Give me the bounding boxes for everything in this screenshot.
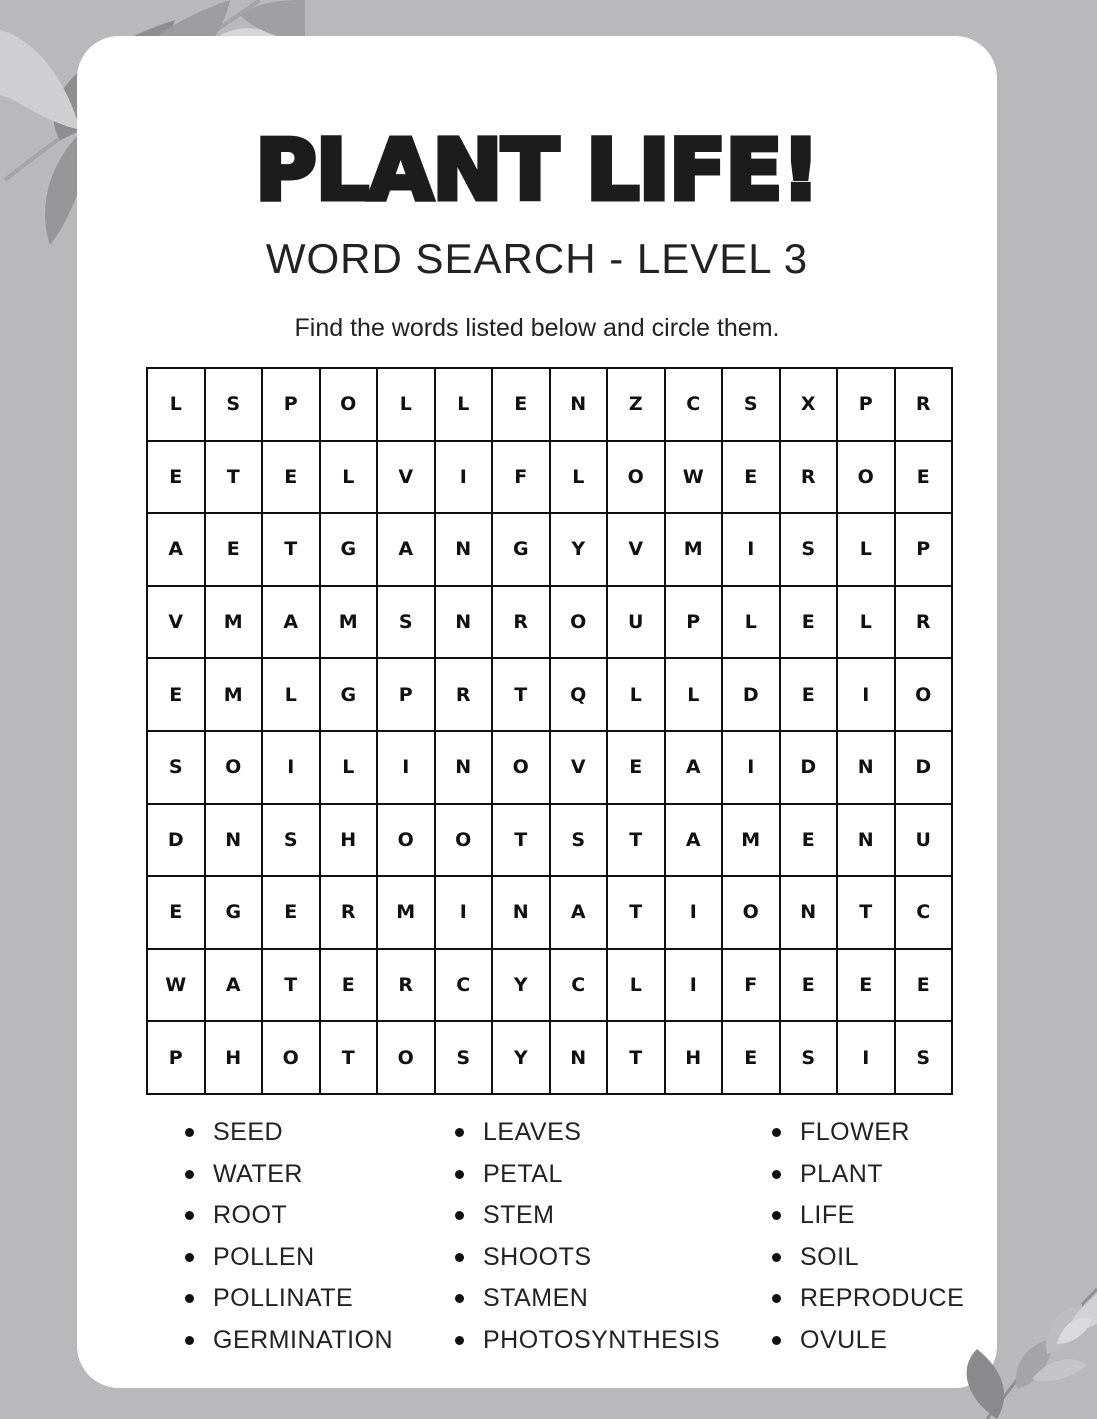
grid-cell: S (550, 804, 608, 877)
bullet-icon (455, 1211, 464, 1220)
grid-cell: M (205, 586, 263, 659)
grid-cell: N (205, 804, 263, 877)
bullet-icon (772, 1253, 781, 1262)
word-label: OVULE (800, 1325, 888, 1354)
grid-cell: E (147, 441, 205, 514)
grid-cell: S (205, 368, 263, 441)
grid-cell: S (780, 1021, 838, 1094)
grid-cell: N (837, 804, 895, 877)
grid-cell: I (722, 513, 780, 586)
grid-cell: A (262, 586, 320, 659)
grid-cell: T (262, 949, 320, 1022)
grid-cell: E (837, 949, 895, 1022)
grid-cell: A (147, 513, 205, 586)
word-label: SEED (213, 1118, 284, 1146)
grid-cell: L (262, 658, 320, 731)
grid-cell: L (147, 368, 205, 441)
word-list-column-1 (185, 1116, 393, 1366)
grid-cell: P (377, 658, 435, 731)
grid-cell: T (205, 441, 263, 514)
grid-cell: V (550, 731, 608, 804)
grid-cell: T (837, 876, 895, 949)
word-list-item (772, 1158, 964, 1200)
grid-cell: A (665, 804, 723, 877)
grid-row (147, 949, 952, 1022)
grid-cell: O (320, 368, 378, 441)
grid-cell: R (320, 876, 378, 949)
grid-cell: O (550, 586, 608, 659)
grid-cell: H (205, 1021, 263, 1094)
grid-cell: S (147, 731, 205, 804)
grid-cell: E (147, 658, 205, 731)
grid-cell: G (492, 513, 550, 586)
grid-cell: H (665, 1021, 723, 1094)
grid-cell: X (780, 368, 838, 441)
grid-cell: C (550, 949, 608, 1022)
grid-cell: S (722, 368, 780, 441)
grid-cell: G (320, 658, 378, 731)
page-subtitle: WORD SEARCH - LEVEL 3 (265, 235, 809, 282)
grid-row (147, 586, 952, 659)
bullet-icon (455, 1294, 464, 1303)
bullet-icon (772, 1294, 781, 1303)
bullet-icon (185, 1253, 194, 1262)
word-list-item (455, 1282, 720, 1324)
grid-cell: D (895, 731, 953, 804)
grid-row (147, 1021, 952, 1094)
word-label: PLANT (800, 1159, 884, 1188)
grid-cell: T (607, 804, 665, 877)
word-list-item (185, 1324, 393, 1366)
grid-cell: M (722, 804, 780, 877)
grid-cell: U (607, 586, 665, 659)
grid-cell: P (895, 513, 953, 586)
word-list-item (185, 1241, 393, 1283)
grid-cell: Y (492, 949, 550, 1022)
word-list-item (455, 1324, 720, 1366)
grid-cell: O (607, 441, 665, 514)
word-list-item (455, 1241, 720, 1283)
grid-cell: L (722, 586, 780, 659)
word-list-item (772, 1324, 964, 1366)
word-list-item (772, 1116, 964, 1158)
grid-cell: N (492, 876, 550, 949)
bullet-icon (772, 1211, 781, 1220)
grid-cell: E (780, 658, 838, 731)
grid-row (147, 876, 952, 949)
grid-cell: T (607, 876, 665, 949)
grid-cell: L (607, 949, 665, 1022)
bullet-icon (185, 1211, 194, 1220)
word-label: ROOT (213, 1201, 288, 1230)
grid-cell: I (377, 731, 435, 804)
grid-cell: N (435, 586, 493, 659)
grid-cell: Y (492, 1021, 550, 1094)
grid-cell: W (665, 441, 723, 514)
grid-cell: E (780, 949, 838, 1022)
grid-cell: Q (550, 658, 608, 731)
word-label: LEAVES (483, 1118, 582, 1146)
grid-cell: P (837, 368, 895, 441)
grid-cell: T (607, 1021, 665, 1094)
grid-cell: L (665, 658, 723, 731)
grid-cell: I (262, 731, 320, 804)
word-label: SOIL (800, 1242, 859, 1271)
grid-cell: C (665, 368, 723, 441)
grid-cell: T (492, 658, 550, 731)
grid-cell: N (435, 513, 493, 586)
grid-cell: R (895, 368, 953, 441)
grid-cell: O (262, 1021, 320, 1094)
grid-cell: O (492, 731, 550, 804)
grid-cell: E (262, 876, 320, 949)
grid-cell: E (492, 368, 550, 441)
grid-cell: L (607, 658, 665, 731)
grid-cell: N (435, 731, 493, 804)
word-list-item (185, 1199, 393, 1241)
grid-cell: P (262, 368, 320, 441)
bullet-icon (185, 1294, 194, 1303)
grid-cell: E (205, 513, 263, 586)
word-label: STAMEN (483, 1284, 589, 1313)
bullet-icon (455, 1253, 464, 1262)
grid-cell: N (780, 876, 838, 949)
grid-cell: U (895, 804, 953, 877)
grid-cell: D (780, 731, 838, 804)
bullet-icon (455, 1128, 464, 1137)
grid-cell: D (147, 804, 205, 877)
grid-cell: I (837, 658, 895, 731)
grid-cell: C (435, 949, 493, 1022)
grid-cell: E (780, 804, 838, 877)
bullet-icon (185, 1170, 194, 1179)
grid-cell: R (435, 658, 493, 731)
grid-cell: O (895, 658, 953, 731)
grid-cell: E (722, 1021, 780, 1094)
grid-cell: R (780, 441, 838, 514)
grid-cell: E (262, 441, 320, 514)
grid-cell: M (205, 658, 263, 731)
grid-cell: S (435, 1021, 493, 1094)
grid-cell: E (147, 876, 205, 949)
grid-cell: I (665, 876, 723, 949)
word-list-item (185, 1282, 393, 1324)
word-search-grid (146, 367, 953, 1095)
word-list-item (772, 1241, 964, 1283)
grid-cell: N (837, 731, 895, 804)
grid-cell: M (320, 586, 378, 659)
grid-cell: S (377, 586, 435, 659)
bullet-icon (185, 1128, 194, 1137)
grid-cell: I (722, 731, 780, 804)
leaf-branch-bottom-right-icon (957, 1269, 1097, 1419)
bullet-icon (772, 1170, 781, 1179)
word-list-item (772, 1199, 964, 1241)
grid-cell: O (377, 804, 435, 877)
grid-cell: E (780, 586, 838, 659)
grid-cell: L (837, 513, 895, 586)
grid-cell: N (550, 368, 608, 441)
page-title: PLANT LIFE! (255, 121, 819, 219)
grid-cell: P (147, 1021, 205, 1094)
grid-cell: L (550, 441, 608, 514)
grid-cell: P (665, 586, 723, 659)
grid-cell: L (837, 586, 895, 659)
word-label: STEM (483, 1201, 555, 1230)
grid-cell: E (722, 441, 780, 514)
grid-cell: N (550, 1021, 608, 1094)
grid-cell: E (895, 949, 953, 1022)
word-label: PETAL (483, 1159, 563, 1188)
word-list-item (455, 1116, 720, 1158)
grid-cell: F (492, 441, 550, 514)
word-label: PHOTOSYNTHESIS (483, 1325, 721, 1354)
grid-cell: S (780, 513, 838, 586)
grid-cell: L (377, 368, 435, 441)
bullet-icon (185, 1336, 194, 1345)
grid-cell: V (377, 441, 435, 514)
grid-row (147, 731, 952, 804)
grid-cell: A (550, 876, 608, 949)
grid-cell: S (262, 804, 320, 877)
grid-cell: O (377, 1021, 435, 1094)
bullet-icon (455, 1336, 464, 1345)
grid-cell: L (320, 441, 378, 514)
grid-cell: I (435, 876, 493, 949)
grid-row (147, 658, 952, 731)
word-list-item (772, 1282, 964, 1324)
grid-cell: O (205, 731, 263, 804)
grid-cell: R (377, 949, 435, 1022)
grid-cell: Z (607, 368, 665, 441)
grid-cell: T (492, 804, 550, 877)
grid-cell: O (435, 804, 493, 877)
grid-cell: V (607, 513, 665, 586)
bullet-icon (455, 1170, 464, 1179)
grid-cell: M (665, 513, 723, 586)
grid-cell: M (377, 876, 435, 949)
grid-cell: T (320, 1021, 378, 1094)
grid-cell: H (320, 804, 378, 877)
word-label: LIFE (800, 1201, 855, 1230)
grid-cell: V (147, 586, 205, 659)
grid-cell: I (837, 1021, 895, 1094)
grid-cell: Y (550, 513, 608, 586)
bullet-icon (772, 1128, 781, 1137)
grid-cell: O (837, 441, 895, 514)
grid-cell: L (320, 731, 378, 804)
word-label: GERMINATION (213, 1325, 394, 1354)
grid-cell: E (607, 731, 665, 804)
word-list-column-2 (455, 1116, 720, 1366)
word-label: WATER (213, 1159, 303, 1188)
grid-row (147, 368, 952, 441)
word-label: REPRODUCE (800, 1284, 965, 1313)
grid-cell: T (262, 513, 320, 586)
grid-row (147, 441, 952, 514)
word-list-item (455, 1199, 720, 1241)
grid-cell: D (722, 658, 780, 731)
word-list-column-3 (772, 1116, 964, 1366)
word-list-item (455, 1158, 720, 1200)
word-label: POLLINATE (213, 1284, 354, 1313)
word-label: FLOWER (800, 1118, 910, 1146)
grid-cell: C (895, 876, 953, 949)
bullet-icon (772, 1336, 781, 1345)
word-list-item (185, 1158, 393, 1200)
grid-cell: A (377, 513, 435, 586)
grid-cell: R (492, 586, 550, 659)
grid-cell: A (205, 949, 263, 1022)
grid-cell: O (722, 876, 780, 949)
grid-row (147, 804, 952, 877)
worksheet-card (77, 36, 997, 1388)
grid-cell: W (147, 949, 205, 1022)
word-list-item (185, 1116, 393, 1158)
grid-cell: R (895, 586, 953, 659)
grid-row (147, 513, 952, 586)
grid-cell: I (435, 441, 493, 514)
grid-cell: A (665, 731, 723, 804)
word-label: SHOOTS (483, 1242, 592, 1271)
grid-cell: S (895, 1021, 953, 1094)
grid-cell: E (895, 441, 953, 514)
instructions-text: Find the words listed below and circle them. (294, 314, 780, 342)
grid-cell: I (665, 949, 723, 1022)
grid-cell: E (320, 949, 378, 1022)
grid-cell: G (205, 876, 263, 949)
grid-cell: L (435, 368, 493, 441)
grid-cell: G (320, 513, 378, 586)
grid-cell: F (722, 949, 780, 1022)
word-label: POLLEN (213, 1242, 315, 1271)
